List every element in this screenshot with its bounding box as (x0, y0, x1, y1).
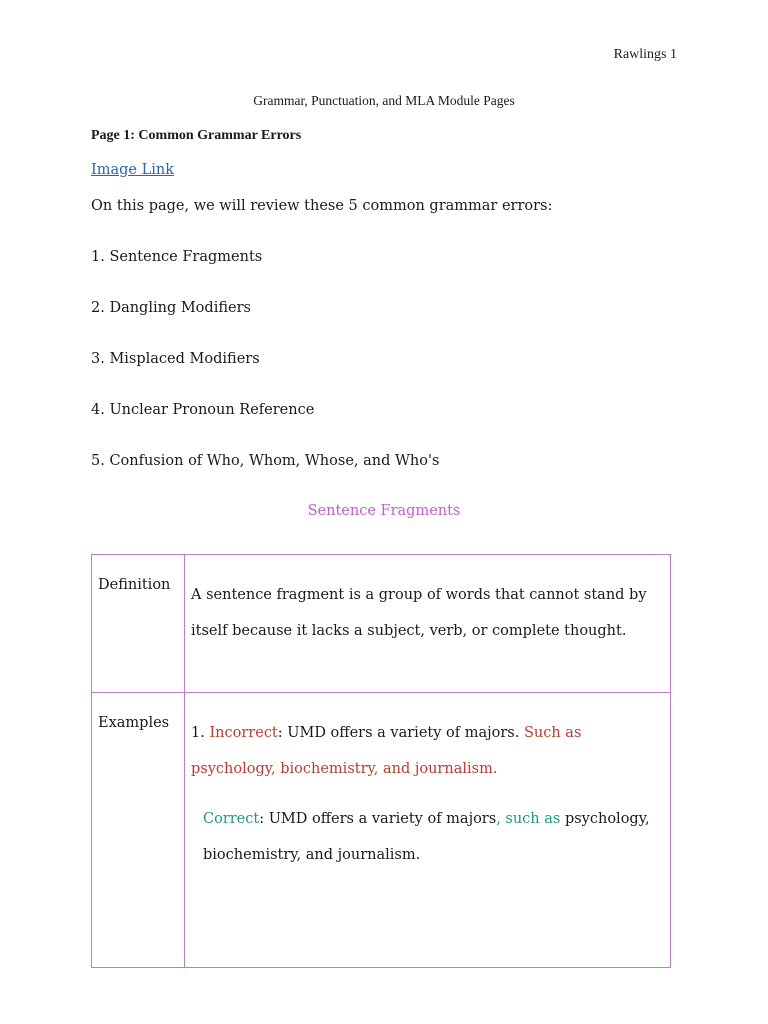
list-item: 2. Dangling Modifiers (91, 300, 251, 316)
incorrect-example (191, 715, 664, 787)
examples-row (92, 693, 671, 968)
incorrect-sentence: : UMD offers a variety of majors. (277, 725, 524, 741)
list-item: 1. Sentence Fragments (91, 249, 263, 265)
page-heading: Page 1: Common Grammar Errors (91, 128, 302, 143)
example-number: 1. (191, 725, 210, 741)
section-title: Sentence Fragments (307, 503, 461, 519)
image-link[interactable]: Image Link (91, 162, 174, 178)
list-item: 4. Unclear Pronoun Reference (91, 402, 315, 418)
correct-label: Correct (203, 811, 260, 827)
definition-label: Definition (92, 555, 185, 693)
definition-table (91, 554, 671, 968)
list-item: 3. Misplaced Modifiers (91, 351, 260, 367)
definition-text: A sentence fragment is a group of words that cannot stand by itself because it lacks a subject, verb, or complete thought. (185, 555, 671, 693)
correct-tail: psychology, biochemistry, and journalism. (203, 811, 650, 863)
correct-example (191, 801, 664, 873)
list-item: 5. Confusion of Who, Whom, Whose, and Who's (91, 453, 440, 469)
incorrect-fragment: Such as psychology, biochemistry, and journalism. (191, 725, 582, 777)
correct-fix: , such as (496, 811, 561, 827)
examples-cell (185, 693, 671, 968)
intro-text: On this page, we will review these 5 common grammar errors: (91, 198, 553, 214)
incorrect-label: Incorrect (209, 725, 278, 741)
document-title: Grammar, Punctuation, and MLA Module Pages (253, 93, 515, 108)
running-head: Rawlings 1 (613, 47, 677, 62)
definition-row (92, 555, 671, 693)
examples-label: Examples (92, 693, 185, 968)
correct-sentence: : UMD offers a variety of majors (259, 811, 497, 827)
